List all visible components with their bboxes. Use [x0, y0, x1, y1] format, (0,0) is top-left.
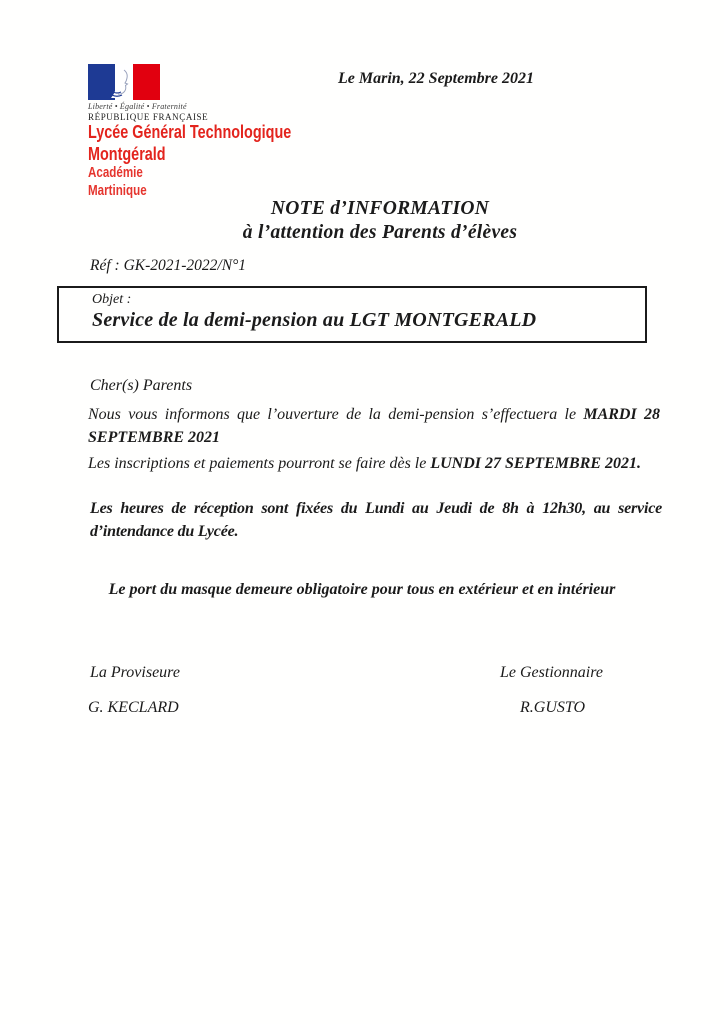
date-line: Le Marin, 22 Septembre 2021 [338, 70, 534, 87]
paragraph-inscriptions-date: LUNDI 27 SEPTEMBRE 2021. [430, 455, 642, 472]
note-title-line1: NOTE d’INFORMATION [270, 198, 490, 219]
school-academy-line2: Martinique [88, 182, 147, 199]
school-academy-line1: Académie [88, 165, 143, 181]
subject-box [57, 286, 647, 343]
school-name-line1: Lycée Général Technologique [88, 122, 292, 142]
paragraph-opening [88, 403, 660, 449]
mask-notice: Le port du masque demeure obligatoire pour tous en extérieur et en intérieur [108, 581, 616, 598]
paragraph-inscriptions-text: Les inscriptions et paiements pourront se faire dès le [88, 455, 431, 472]
paragraph-inscriptions [88, 452, 668, 475]
french-flag-icon [88, 64, 160, 100]
note-title-line2: à l’attention des Parents d’élèves [242, 222, 518, 243]
school-name-line2: Montgérald [88, 144, 166, 164]
paragraph-hours: Les heures de réception sont fixées du Lundi au Jeudi de 8h à 12h30, au service d’intendance du Lycée. [90, 500, 662, 540]
signature-right-name: R.GUSTO [520, 699, 586, 716]
signature-left-role: La Proviseure [90, 664, 180, 681]
paragraph-opening-text: Nous vous informons que l’ouverture de la demi-pension s’effectuera le [88, 406, 584, 423]
reference-line: Réf : GK-2021-2022/N°1 [90, 257, 247, 274]
logo-motto: Liberté • Égalité • Fraternité [88, 102, 187, 111]
subject-title: Service de la demi-pension au LGT MONTGERALD [92, 309, 537, 331]
logo-republic-label: RÉPUBLIQUE FRANÇAISE [88, 112, 209, 122]
french-republic-logo [88, 64, 238, 122]
signature-left-name: G. KECLARD [88, 699, 179, 716]
note-title [60, 197, 700, 245]
subject-label: Objet : [92, 292, 132, 307]
salutation: Cher(s) Parents [90, 377, 193, 394]
school-identity [88, 121, 342, 200]
paragraph-opening-date: MARDI 28 SEPTEMBRE 2021 [88, 406, 660, 446]
signature-right-role: Le Gestionnaire [500, 664, 603, 681]
